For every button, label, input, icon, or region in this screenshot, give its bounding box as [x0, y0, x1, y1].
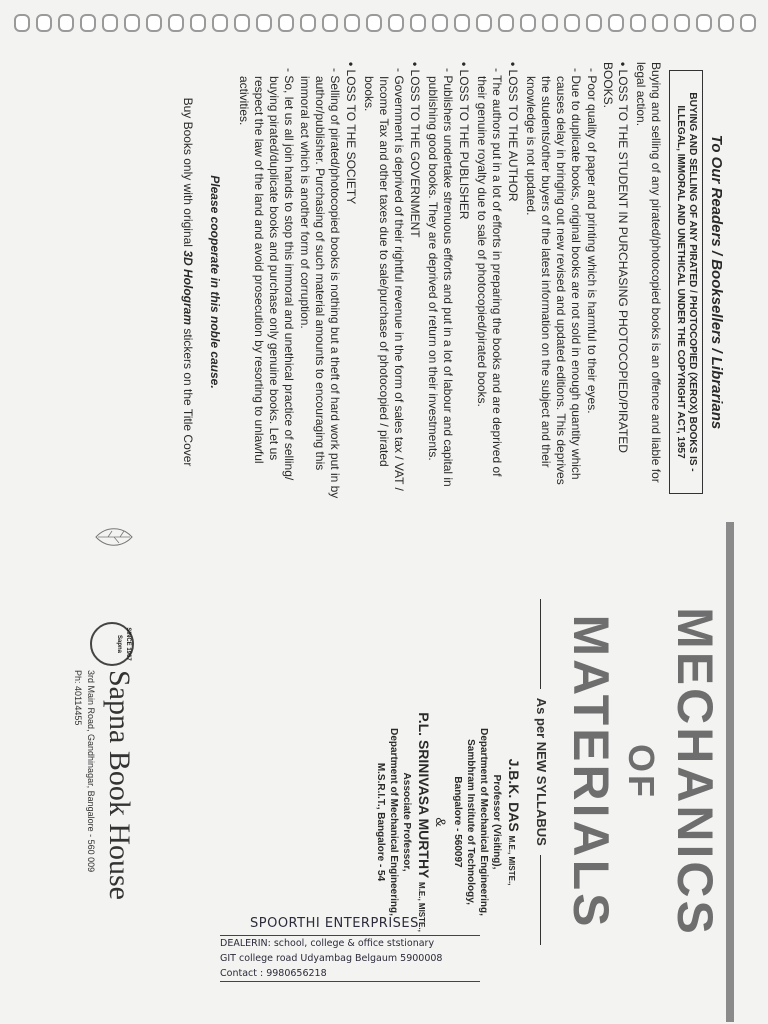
section-title: • LOSS TO THE PUBLISHER	[456, 62, 471, 502]
dealer-stamp	[220, 916, 480, 982]
notice-heading: To Our Readers / Booksellers / Librarians	[708, 134, 725, 430]
buy-prefix: Buy Books only with original	[181, 97, 195, 247]
author-ampersand: &	[433, 817, 449, 827]
binding-hole	[564, 14, 580, 32]
book-title-line1: MECHANICS	[667, 607, 723, 937]
buy-hologram: 3D Hologram	[181, 250, 195, 326]
author2-dept: Department of Mechanical Engineering,	[388, 728, 399, 916]
cooperation-plea: Please cooperate in this noble cause.	[208, 175, 222, 389]
syllabus-tag	[534, 522, 549, 1022]
binding-hole	[344, 14, 360, 32]
book-title-line2: OF	[621, 744, 662, 800]
section-point: - Due to duplicate books, original books are not sold in enough quantity which causes delay in bringing out new revised and updated editions. This deprives the students/other buyers of the latest information on the subject and their knowledge is not updated.	[523, 62, 583, 502]
binding-hole	[256, 14, 272, 32]
binding-hole	[498, 14, 514, 32]
section-point: - Publishers undertake strenuous efforts and put in a lot of labour and capital in publishing good books. They are deprived of return on their investments.	[425, 62, 455, 502]
section-title: • LOSS TO THE GOVERNMENT	[407, 62, 422, 502]
syllabus-rule-left	[540, 599, 541, 689]
binding-hole	[410, 14, 426, 32]
publisher-phone: Ph: 40114455	[73, 670, 83, 726]
section-point: - Poor quality of paper and printing which is harmful to their eyes.	[584, 62, 599, 502]
author2-name: P.L. SRINIVASA MURTHY	[416, 712, 432, 879]
binding-hole	[696, 14, 712, 32]
syllabus-rule-right	[540, 855, 541, 945]
anti-piracy-notice	[34, 62, 734, 502]
binding-hole	[608, 14, 624, 32]
binding-hole	[168, 14, 184, 32]
binding-hole	[234, 14, 250, 32]
copyright-warning-box: BUYING AND SELLING OF ANY PIRATED / PHOTOCOPIED (XEROX) BOOKS IS - ILLEGAL, IMMORAL AND UNETHICAL UNDER THE COPYRIGHT ACT, 1957	[669, 70, 703, 494]
dealer-details	[220, 935, 480, 982]
binding-hole	[278, 14, 294, 32]
author2-role: Associate Professor,	[401, 772, 412, 872]
authors-block	[374, 702, 520, 942]
author1-city: Bangalore - 560097	[452, 776, 463, 868]
binding-hole	[630, 14, 646, 32]
binding-hole	[740, 14, 756, 32]
binding-hole	[718, 14, 734, 32]
binding-hole	[102, 14, 118, 32]
section-title: • LOSS TO THE AUTHOR	[505, 62, 520, 502]
section-author	[474, 62, 520, 502]
binding-hole	[14, 14, 30, 32]
author2-degrees: M.E., MISTE.,	[417, 882, 426, 932]
rotated-book-spread	[34, 42, 734, 1022]
binding-hole	[520, 14, 536, 32]
section-student	[523, 62, 630, 502]
syllabus-text: As per NEW SYLLABUS	[534, 697, 549, 846]
book-title-line3: MATERIALS	[563, 614, 619, 930]
dealer-line1: DEALERIN: school, college & office ststionary	[220, 938, 435, 949]
leaf-sketch-icon	[94, 522, 134, 552]
section-government	[361, 62, 422, 502]
section-society	[236, 62, 358, 502]
section-point: - The authors put in a lot of efforts in preparing the books and are deprived of their genuine royalty due to sale of photocopied/pirated books.	[474, 62, 504, 502]
binding-hole	[674, 14, 690, 32]
section-title: • LOSS TO THE STUDENT IN PURCHASING PHOTOCOPIED/PIRATED BOOKS.	[600, 62, 630, 502]
binding-hole	[124, 14, 140, 32]
spiral-binding	[0, 8, 768, 34]
author1-name: J.B.K. DAS	[506, 758, 522, 832]
section-publisher	[425, 62, 471, 502]
binding-hole	[586, 14, 602, 32]
binding-hole	[80, 14, 96, 32]
publisher-seal-icon: SINCE 1967 Sapna	[90, 622, 134, 666]
binding-hole	[212, 14, 228, 32]
dealer-line2: GIT college road Udyambag Belgaum 5900008	[220, 953, 443, 964]
publisher-address: 3rd Main Road, Gandhinagar, Bangalore - 560 009	[86, 670, 96, 873]
binding-hole	[322, 14, 338, 32]
dealer-name: SPOORTHI ENTERPRISES	[250, 916, 419, 931]
section-point: - Government is deprived of their rightful revenue in the form of sales tax / VAT / Income Tax and other taxes due to sale/purchase of photocopied / pirated books.	[361, 62, 406, 502]
binding-hole	[388, 14, 404, 32]
binding-hole	[432, 14, 448, 32]
author1-degrees: M.E., MISTE.,	[507, 835, 516, 886]
binding-hole	[300, 14, 316, 32]
section-point: - Selling of pirated/photocopied books is nothing but a theft of hard work put in by author/publisher. Purchasing of such material amounts to encouraging this immoral act which is another form of corruption.	[297, 62, 342, 502]
binding-hole	[366, 14, 382, 32]
binding-hole	[36, 14, 52, 32]
title-rule	[726, 522, 734, 1022]
author1-line	[505, 702, 520, 942]
binding-hole	[58, 14, 74, 32]
hologram-instruction	[180, 62, 195, 502]
section-title: • LOSS TO THE SOCIETY	[343, 62, 358, 502]
binding-hole	[476, 14, 492, 32]
binding-hole	[652, 14, 668, 32]
notice-intro: Buying and selling of any pirated/photocopied books is an offence and liable for legal action.	[634, 62, 663, 483]
binding-hole	[146, 14, 162, 32]
author2-institute: M.S.R.I.T., Bangalore - 54	[375, 762, 386, 882]
publisher-block	[46, 622, 136, 922]
author1-role: Professor (Visiting),	[491, 774, 502, 870]
author1-dept: Department of Mechanical Engineering,	[478, 728, 489, 916]
binding-hole	[542, 14, 558, 32]
binding-hole	[454, 14, 470, 32]
section-point: - So, let us all join hands to stop this immoral and unethical practice of selling/ buying pirated/duplicate books and purchase only genuine books. Let us respect the law of the land and avoid prosecution by resorting to unlawful activities.	[236, 62, 296, 502]
publisher-name: Sapna Book House	[103, 670, 136, 900]
author2-line	[415, 702, 430, 942]
binding-hole	[190, 14, 206, 32]
author1-institute: Sambhram Institute of Technology,	[465, 739, 476, 905]
buy-suffix: stickers on the Title Cover	[181, 328, 195, 467]
dealer-line3: Contact : 9980656218	[220, 968, 327, 979]
